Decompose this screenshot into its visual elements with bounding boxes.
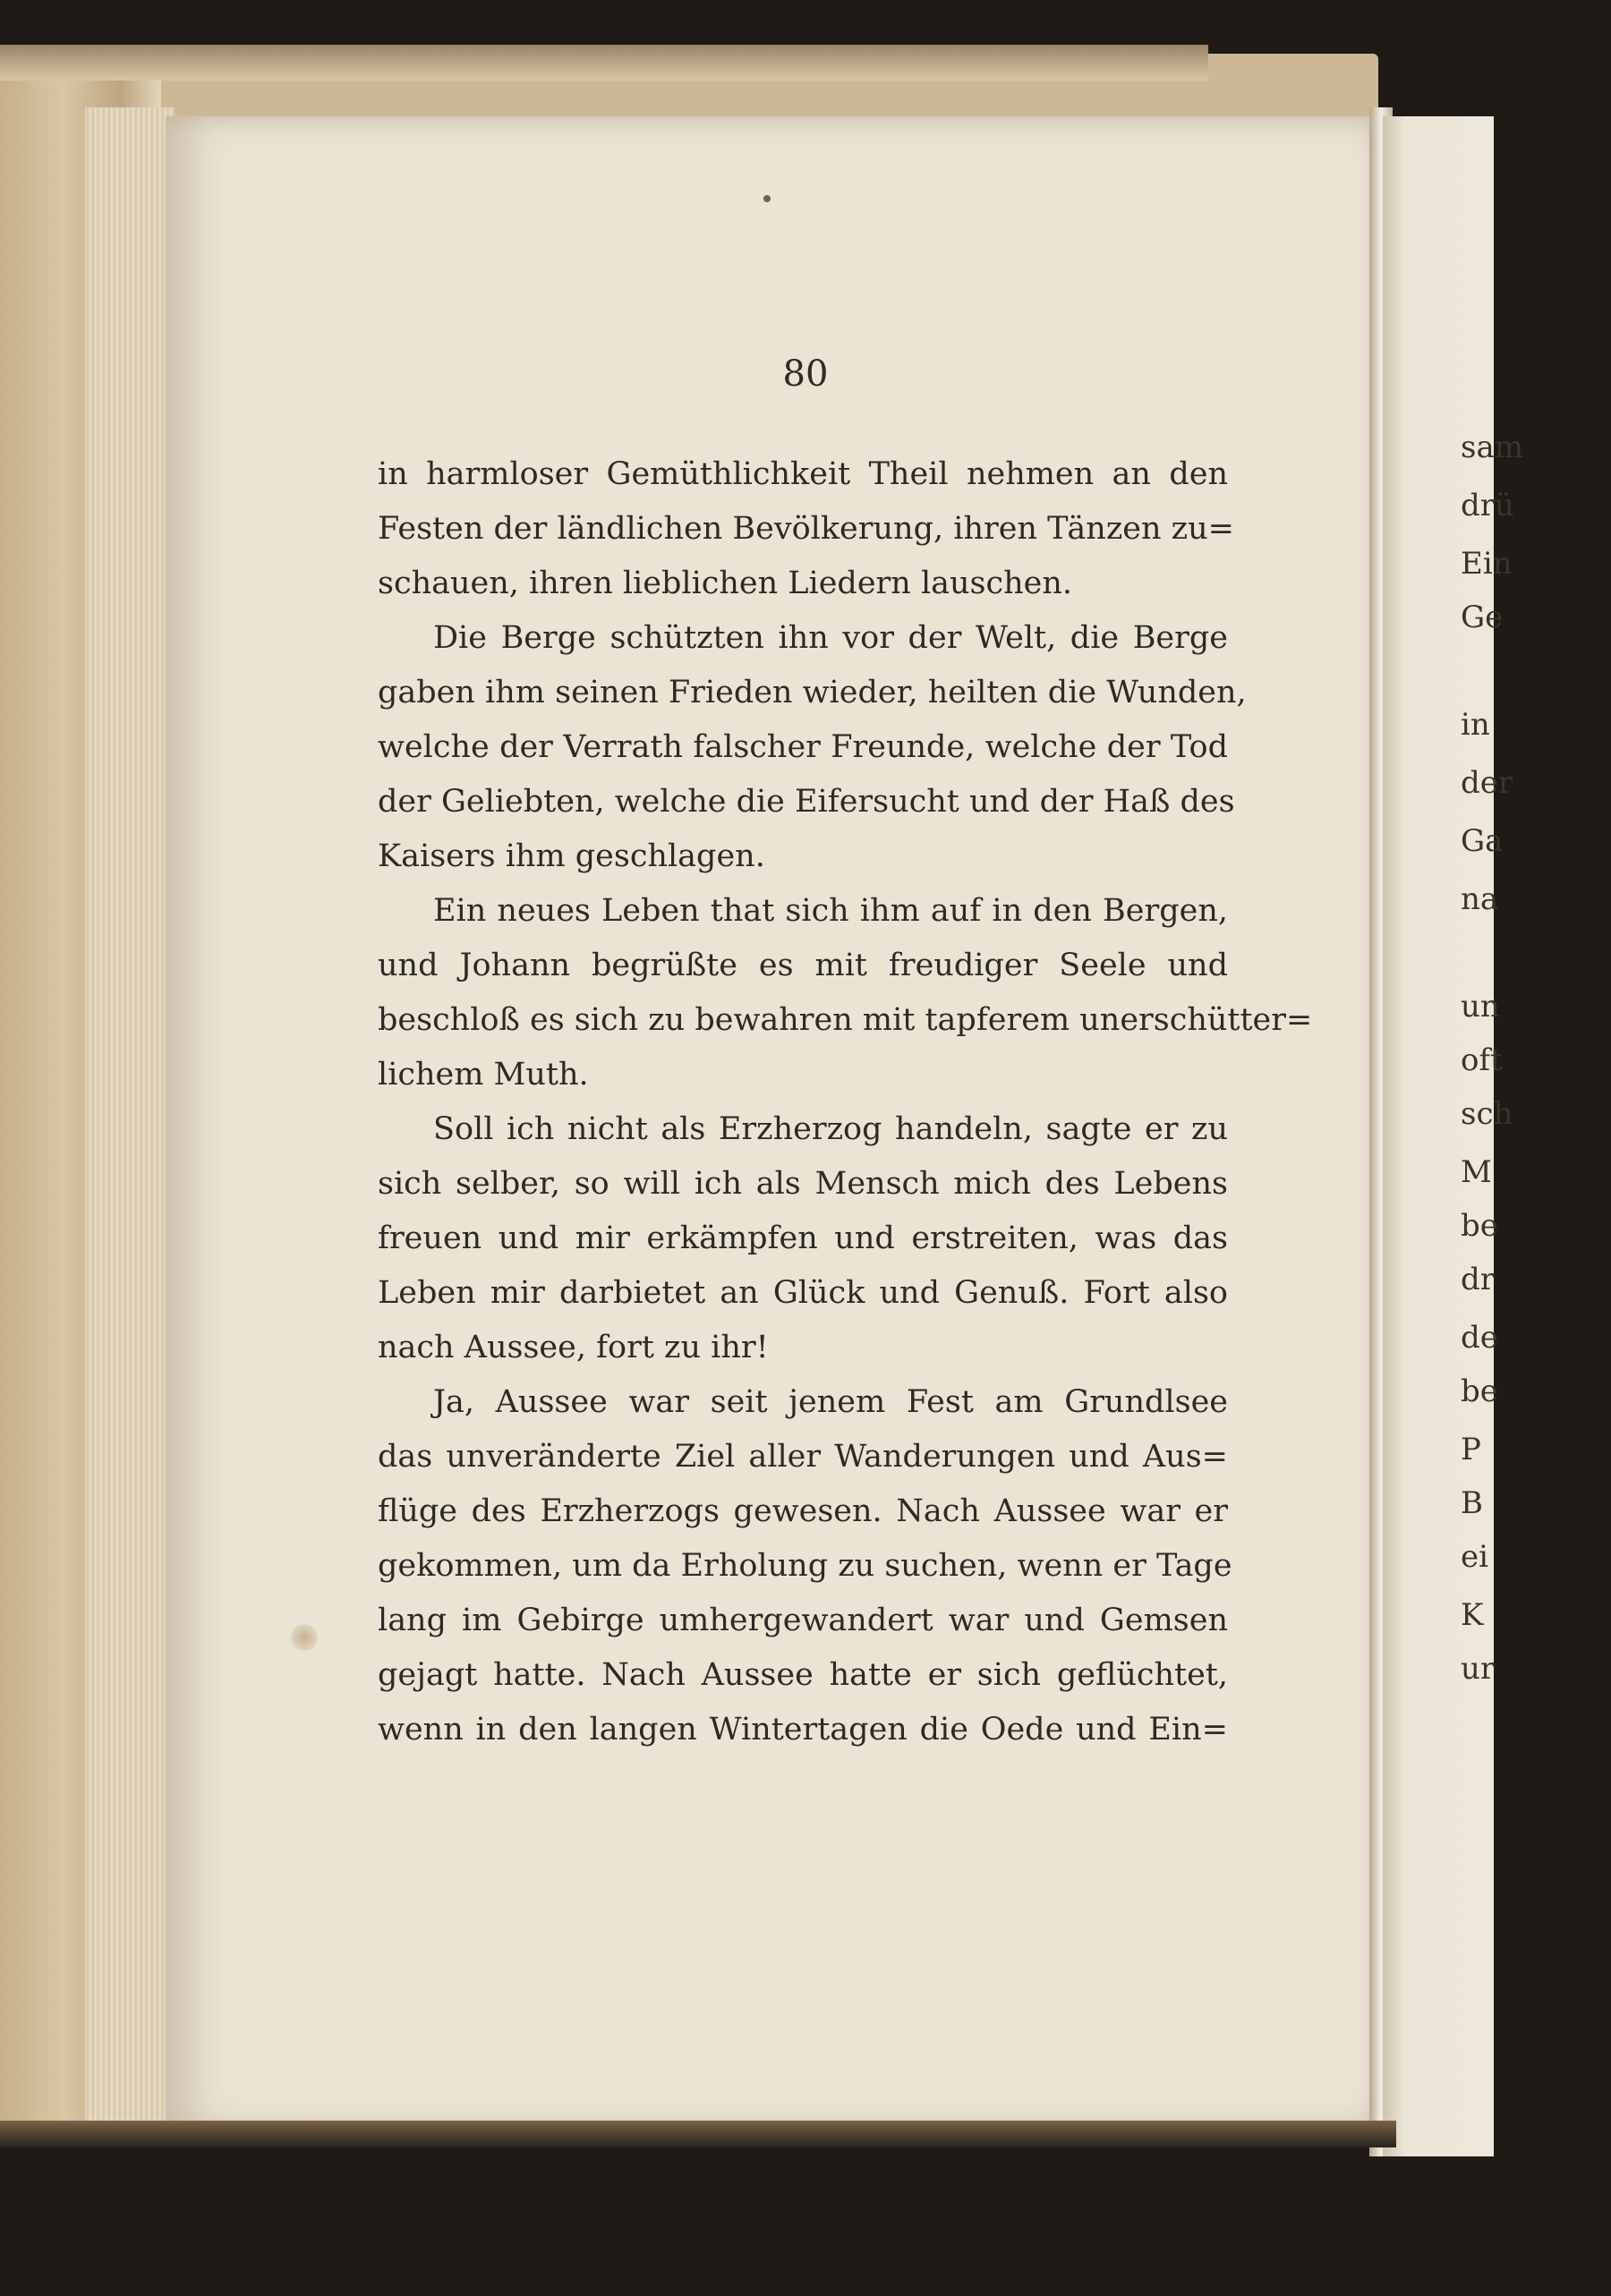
text-line: der Geliebten, welche die Eifersucht und der Haß des [378, 784, 1235, 820]
next-page-sliver [1383, 116, 1523, 2156]
page-number: 80 [782, 353, 829, 395]
text-line: das unveränderte Ziel aller Wanderungen und Aus= [378, 1439, 1228, 1475]
text-line: wenn in den langen Wintertagen die Oede und Ein= [378, 1712, 1228, 1748]
next-page-fragment: be [1461, 1373, 1498, 1409]
page-bottom-shadow [0, 2121, 1396, 2147]
text-line: Kaisers ihm geschlagen. [378, 838, 765, 874]
text-line: in harmloser Gemüthlichkeit Theil nehmen an den [378, 456, 1228, 492]
text-line: beschloß es sich zu bewahren mit tapferem unerschütter= [378, 1002, 1313, 1038]
next-page-fragment: M [1461, 1154, 1492, 1190]
page-speck [763, 195, 771, 202]
next-page-fragment: oft [1461, 1042, 1503, 1078]
next-page-fragment: in [1461, 707, 1490, 743]
text-line: lichem Muth. [378, 1057, 589, 1093]
next-page-fragment: dr [1461, 1262, 1496, 1297]
next-page-fragment: un [1461, 989, 1500, 1025]
cover-top-edge [0, 45, 1208, 81]
next-page-fragment: drü [1461, 488, 1514, 523]
next-page-fragment: Ga [1461, 823, 1504, 859]
next-page-fragment: ei [1461, 1539, 1488, 1575]
next-page-fragment: K [1461, 1597, 1484, 1633]
next-page-fragment: sch [1461, 1096, 1513, 1132]
text-line: lang im Gebirge umhergewandert war und Gemsen [378, 1603, 1228, 1638]
text-line: Die Berge schützten ihn vor der Welt, die Berge [433, 620, 1228, 656]
text-line: schauen, ihren lieblichen Liedern lauschen. [378, 565, 1073, 601]
next-page-fragment: P [1461, 1432, 1481, 1467]
next-page-fragment: sam [1461, 429, 1523, 465]
page-stack-edge [85, 107, 175, 2130]
next-page-fragment: Ein [1461, 546, 1513, 582]
text-line: Soll ich nicht als Erzherzog handeln, sagte er zu [433, 1111, 1228, 1147]
text-line: freuen und mir erkämpfen und erstreiten, was das [378, 1220, 1228, 1256]
next-page-fragment: de [1461, 1320, 1498, 1356]
text-line: gaben ihm seinen Frieden wieder, heilten die Wunden, [378, 675, 1247, 710]
next-page-fragment: na [1461, 881, 1499, 917]
text-line: Ein neues Leben that sich ihm auf in den Bergen, [433, 893, 1228, 929]
text-line: sich selber, so will ich als Mensch mich des Lebens [378, 1166, 1228, 1202]
next-page-fragment: B [1461, 1485, 1483, 1521]
text-line: nach Aussee, fort zu ihr! [378, 1330, 769, 1365]
text-line: Festen der ländlichen Bevölkerung, ihren Tänzen zu= [378, 511, 1234, 547]
text-line: welche der Verrath falscher Freunde, welche der Tod [378, 729, 1228, 765]
body-text [378, 447, 1313, 1757]
text-line: flüge des Erzherzogs gewesen. Nach Aussee war er [378, 1493, 1228, 1529]
text-line: gekommen, um da Erholung zu suchen, wenn er Tage [378, 1548, 1232, 1584]
page-stain [291, 1624, 318, 1651]
text-line: Leben mir darbietet an Glück und Genuß. Fort also [378, 1275, 1228, 1311]
text-line: Ja, Aussee war seit jenem Fest am Grundlsee [433, 1384, 1228, 1420]
next-page-fragment: be [1461, 1208, 1498, 1244]
next-page-fragment: Ge [1461, 600, 1504, 635]
text-line: und Johann begrüßte es mit freudiger Seele und [378, 948, 1228, 983]
next-page-fragment: der [1461, 765, 1513, 801]
next-page-fragment: ur [1461, 1651, 1496, 1687]
text-line: gejagt hatte. Nach Aussee hatte er sich geflüchtet, [378, 1657, 1228, 1693]
